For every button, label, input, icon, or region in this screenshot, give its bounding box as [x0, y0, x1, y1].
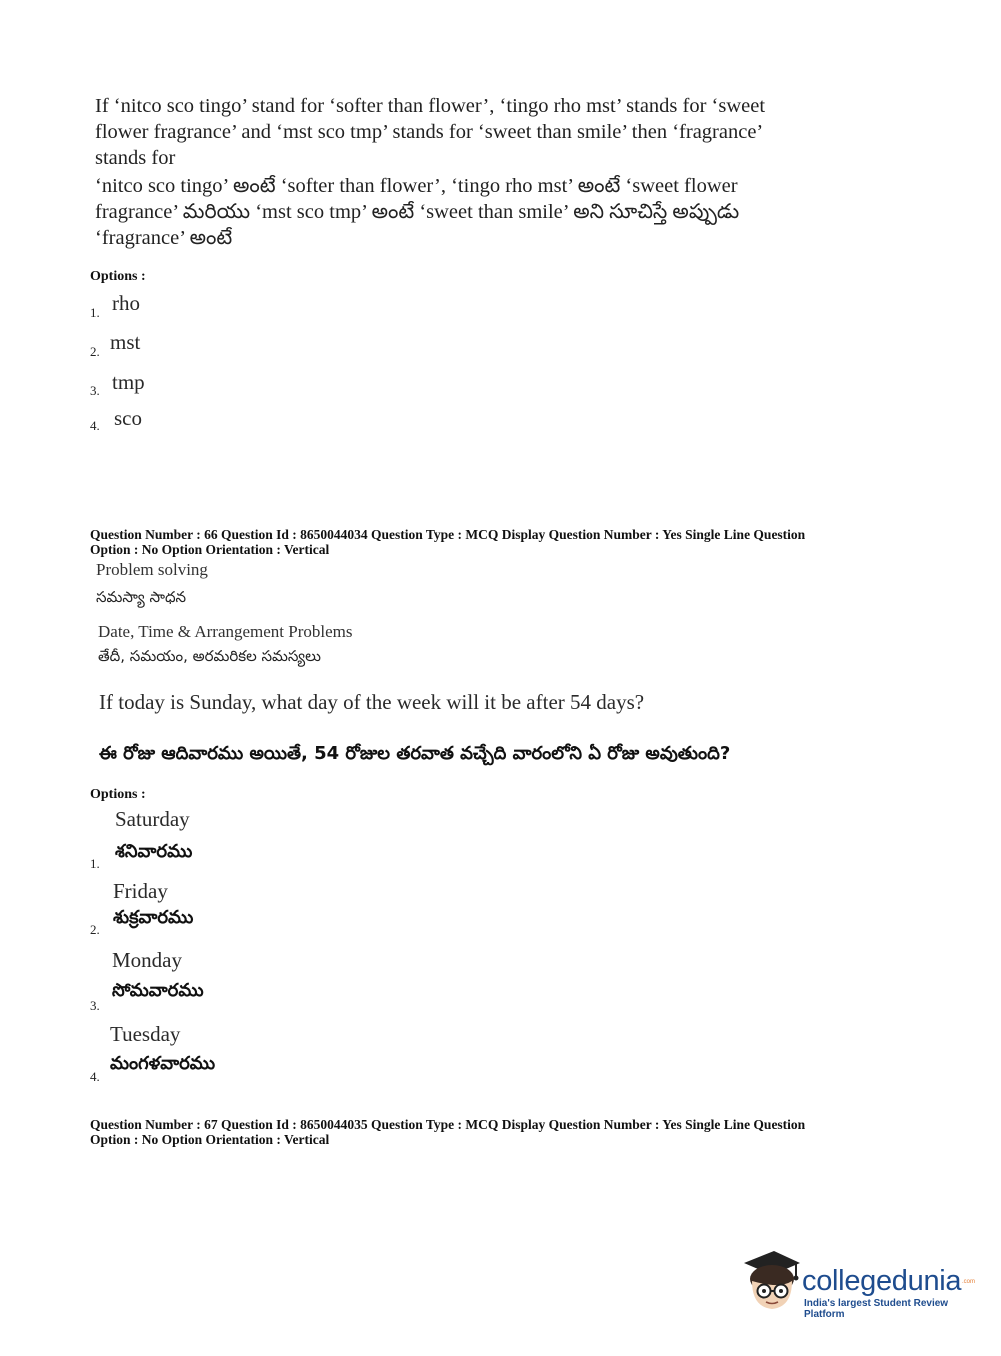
q66-option-1-en[interactable]: Saturday: [115, 807, 190, 831]
q67-meta-line-2: Option : No Option Orientation : Vertical: [90, 1132, 330, 1147]
student-mascot-icon: [740, 1245, 802, 1315]
q67-meta: [90, 1117, 805, 1147]
q66-option-2-en[interactable]: Friday: [113, 879, 168, 903]
q66-option-4-te[interactable]: మంగళవారము: [110, 1053, 216, 1074]
q66-meta-line-2: Option : No Option Orientation : Vertical: [90, 542, 330, 557]
q65-te-line-3: ‘fragrance’ అంటే: [95, 227, 233, 249]
q66-option-3-en[interactable]: Monday: [112, 948, 182, 972]
q65-line-1: If ‘nitco sco tingo’ stand for ‘softer than flower’, ‘tingo rho mst’ stands for ‘sweet: [95, 95, 766, 117]
q65-line-2: flower fragrance’ and ‘mst sco tmp’ stands for ‘sweet than smile’ then ‘fragrance’: [95, 121, 764, 143]
q66-option-1-te[interactable]: శనివారము: [115, 841, 193, 862]
q65-te-line-2: fragrance’ మరియు ‘mst sco tmp’ అంటే ‘sweet than smile’ అని సూచిస్తే అప్పుడు: [95, 201, 740, 223]
q65-te-line-1: ‘nitco sco tingo’ అంటే ‘softer than flower’, ‘tingo rho mst’ అంటే ‘sweet flower: [95, 175, 738, 197]
q66-option-3-te[interactable]: సోమవారము: [112, 980, 204, 1001]
q66-options-label: Options :: [90, 787, 146, 802]
q66-topic-en: Date, Time & Arrangement Problems: [98, 622, 353, 641]
q66-option-4-en[interactable]: Tuesday: [110, 1022, 181, 1046]
q66-section-te: సమస్యా సాధన: [96, 588, 187, 606]
q65-option-1[interactable]: rho: [112, 291, 140, 315]
collegedunia-logo[interactable]: [740, 1245, 976, 1320]
q65-option-1-num: 1.: [90, 305, 100, 320]
q65-option-3[interactable]: tmp: [112, 370, 145, 394]
q66-section-en: Problem solving: [96, 560, 208, 579]
q66-option-1-num: 1.: [90, 856, 100, 871]
q66-option-2-num: 2.: [90, 922, 100, 937]
q65-line-3: stands for: [95, 147, 176, 169]
q65-option-4-num: 4.: [90, 418, 100, 433]
q65-option-4[interactable]: sco: [114, 406, 142, 430]
q65-option-2-num: 2.: [90, 344, 100, 359]
logo-wordmark: collegedunia: [802, 1265, 962, 1297]
q66-meta: [90, 527, 805, 557]
q65-question-te: [95, 173, 739, 251]
q65-option-3-num: 3.: [90, 383, 100, 398]
q66-question-te: ఈ రోజు ఆదివారము అయితే, 54 రోజుల తరవాత వచ్చేది వారంలోని ఏ రోజు అవుతుంది?: [99, 743, 731, 764]
logo-com: .com: [962, 1279, 976, 1285]
q65-options-label: Options :: [90, 269, 146, 284]
q66-option-3-num: 3.: [90, 998, 100, 1013]
q66-meta-line-1: Question Number : 66 Question Id : 8650044034 Question Type : MCQ Display Question Number : Yes Single Line Question: [90, 527, 806, 542]
q66-question-en: If today is Sunday, what day of the week will it be after 54 days?: [99, 690, 645, 714]
logo-tagline: India's largest Student Review Platform: [804, 1298, 949, 1320]
q66-topic-te: తేదీ, సమయం, అరమరికల సమస్యలు: [98, 647, 321, 665]
q67-meta-line-1: Question Number : 67 Question Id : 8650044035 Question Type : MCQ Display Question Number : Yes Single Line Question: [90, 1117, 806, 1132]
q65-option-2[interactable]: mst: [110, 330, 141, 354]
q66-option-4-num: 4.: [90, 1069, 100, 1084]
q65-question-en: [95, 93, 765, 171]
q66-option-2-te[interactable]: శుక్రవారము: [113, 907, 194, 928]
